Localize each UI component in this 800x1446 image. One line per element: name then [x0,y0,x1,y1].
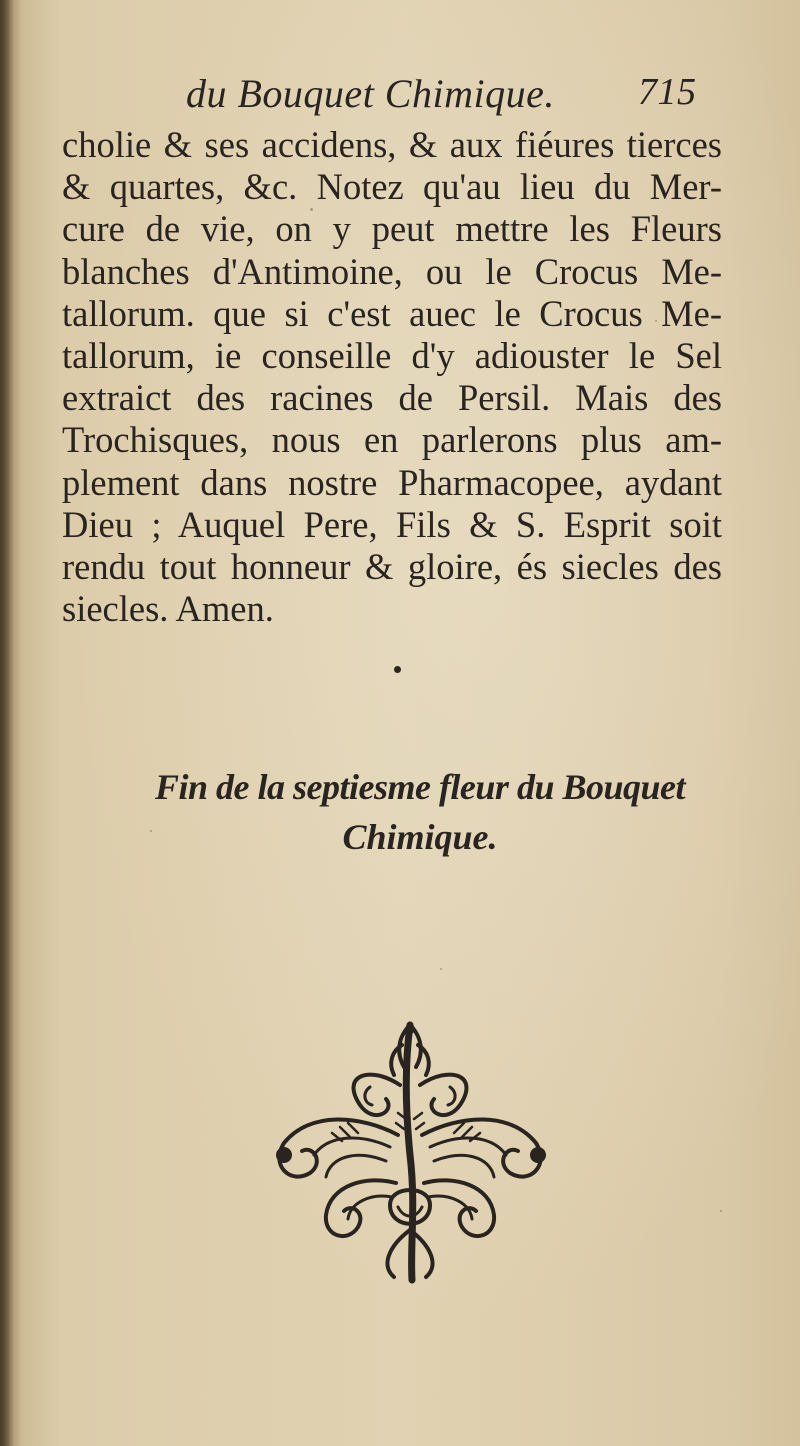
page-number: 715 [638,71,697,113]
text-line: rendu tout honneur & gloire, és siecles des [62,545,722,587]
text-line: cholie & ses accidens, & aux fiéures tierces [62,124,722,165]
ink-speck [720,1210,722,1212]
text-line: Dieu ; Auquel Pere, Fils & S. Esprit soit [62,503,722,545]
text-line: & quartes, &c. Notez qu'au lieu du Mer- [62,166,722,208]
fleur-de-lis-fleuron-icon [270,1015,555,1290]
body-text [62,124,722,630]
text-line: cure de vie, on y peut mettre les Fleurs [62,208,722,250]
text-line: siecles. Amen. [62,588,274,630]
running-head [186,70,726,120]
text-line: blanches d'Antimoine, ou le Crocus Me- [62,250,722,292]
running-head-title: du Bouquet Chimique. [186,71,555,116]
binding-shadow [0,0,14,1446]
text-line: tallorum. que si c'est auec le Crocus Me- [62,292,722,334]
colophon-line-1: Fin de la septiesme fleur du Bouquet [154,767,686,807]
text-line: Trochisques, nous en parlerons plus am- [62,419,722,461]
ink-speck [440,968,442,970]
text-line: tallorum, ie conseille d'y adiouster le Sel [62,334,722,376]
text-line: extraict des racines de Persil. Mais des [62,377,722,419]
colophon-line-2: Chimique. [342,817,498,857]
colophon [120,762,720,862]
text-line: plement dans nostre Pharmacopee, aydant [62,461,722,503]
ornament-dot [394,666,401,673]
